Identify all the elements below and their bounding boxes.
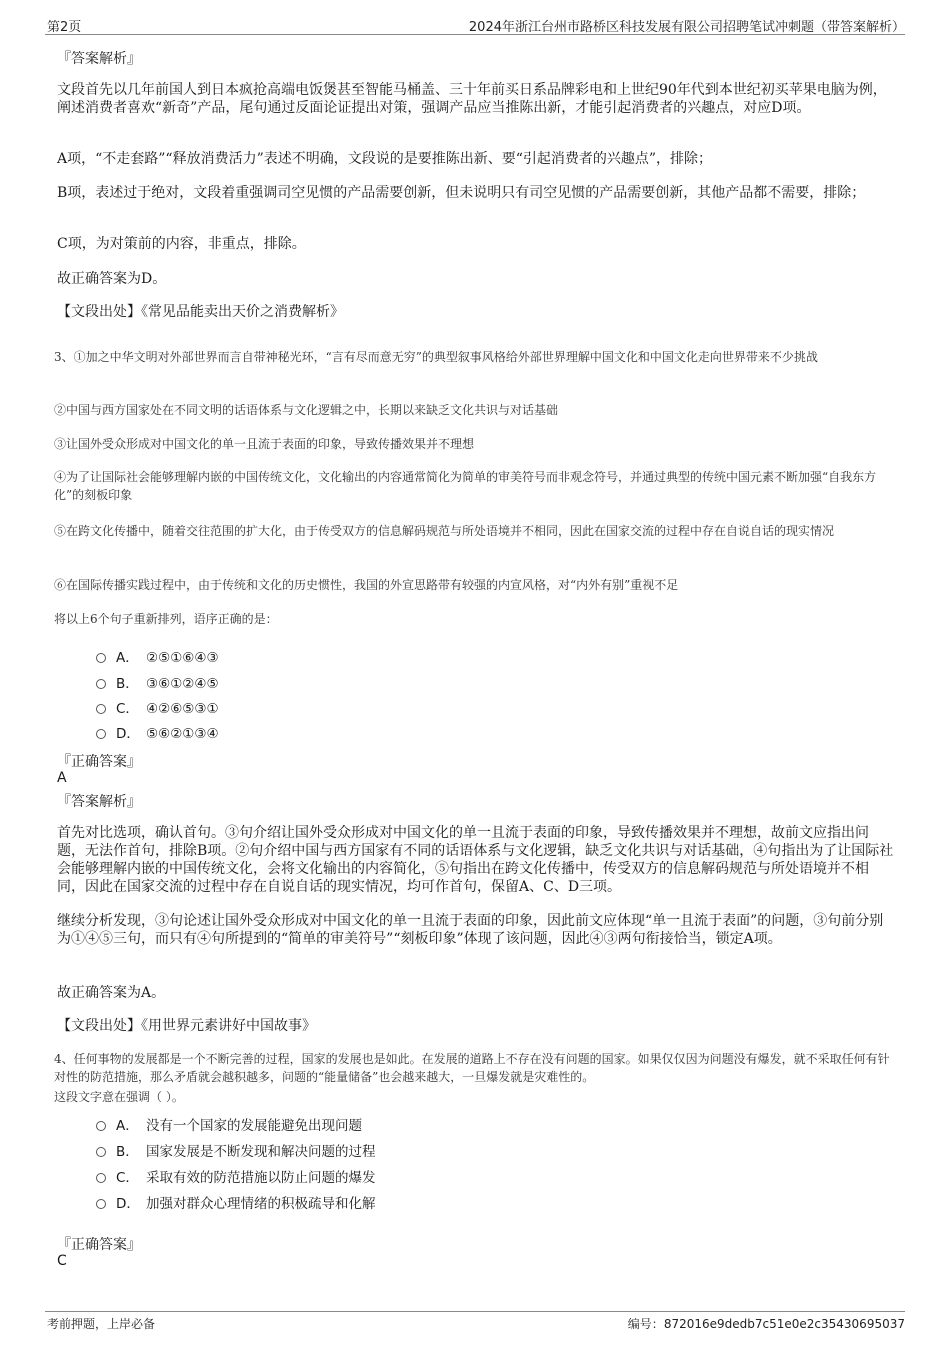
radio-icon[interactable]	[96, 1199, 106, 1209]
analysis-label: 『答案解析』	[57, 51, 141, 67]
radio-icon[interactable]	[96, 704, 106, 714]
question-4-option-a[interactable]: A． 没有一个国家的发展能避免出现问题	[96, 1114, 362, 1134]
question-3-sentence: ⑤在跨文化传播中，随着交往范围的扩大化，由于传受双方的信息解码规范与所处语境并不相同，因此在国家交流的过程中存在自说自话的现实情况	[54, 524, 835, 538]
question-4-option-b[interactable]: B． 国家发展是不断发现和解决问题的过程	[96, 1140, 376, 1160]
radio-icon[interactable]	[96, 653, 106, 663]
radio-icon[interactable]	[96, 1173, 106, 1183]
correct-answer-label: 『正确答案』	[57, 754, 141, 770]
analysis-paragraph: A项，“不走套路”“释放消费活力”表述不明确，文段说的是要推陈出新、要“引起消费者的兴趣点”，排除；	[57, 151, 713, 167]
document-code: 编号：872016e9dedb7c51e0e2c35430695037	[627, 1317, 905, 1331]
radio-icon[interactable]	[96, 679, 106, 689]
correct-answer: A	[57, 770, 67, 786]
radio-icon[interactable]	[96, 729, 106, 739]
document-title: 2024年浙江台州市路桥区科技发展有限公司招聘笔试冲刺题（带答案解析）	[468, 20, 905, 35]
footer-divider	[45, 1311, 905, 1312]
correct-answer: C	[57, 1253, 67, 1269]
question-3-sentence: ②中国与西方国家处在不同文明的话语体系与文化逻辑之中，长期以来缺乏文化共识与对话基础	[54, 403, 559, 417]
question-4-stem: 4、任何事物的发展都是一个不断完善的过程，国家的发展也是如此。在发展的道路上不存在没有问题的国家。如果仅仅因为问题没有爆发，就不采取任何有针对性的防范措施，那么矛盾就会越积越多，问题的“能量储备”也会越来越大，一旦爆发就是灾难性的。	[54, 1052, 890, 1084]
question-4-option-d[interactable]: D． 加强对群众心理情绪的积极疏导和化解	[96, 1192, 376, 1212]
header-divider	[45, 34, 905, 35]
analysis-paragraph: 故正确答案为D。	[57, 271, 167, 287]
question-4-option-c[interactable]: C． 采取有效的防范措施以防止问题的爆发	[96, 1166, 376, 1186]
question-3-sentence: ③让国外受众形成对中国文化的单一且流于表面的印象，导致传播效果并不理想	[54, 437, 475, 451]
question-3-option-c[interactable]: C． ④②⑥⑤③①	[96, 697, 219, 717]
question-3-sentence: ⑥在国际传播实践过程中，由于传统和文化的历史惯性，我国的外宣思路带有较强的内宣风格，对“内外有别”重视不足	[54, 578, 679, 592]
analysis-paragraph: 故正确答案为A。	[57, 985, 166, 1001]
question-4-prompt: 这段文字意在强调（ ）。	[54, 1090, 184, 1104]
question-3-sentence: ④为了让国际社会能够理解内嵌的中国传统文化，文化输出的内容通常简化为简单的审美符号而非观念符号，并通过典型的传统中国元素不断加强“自我东方化”的刻板印象	[54, 470, 877, 502]
correct-answer-label: 『正确答案』	[57, 1237, 141, 1253]
analysis-label: 『答案解析』	[57, 794, 141, 810]
radio-icon[interactable]	[96, 1147, 106, 1157]
analysis-paragraph: B项，表述过于绝对，文段着重强调司空见惯的产品需要创新，但未说明只有司空见惯的产品需要创新，其他产品都不需要，排除；	[57, 185, 866, 201]
page-number: 第2页	[47, 20, 82, 35]
question-3-option-b[interactable]: B． ③⑥①②④⑤	[96, 672, 219, 692]
question-3-option-a[interactable]: A． ②⑤①⑥④③	[96, 646, 219, 666]
analysis-paragraph: 继续分析发现，③句论述让国外受众形成对中国文化的单一且流于表面的印象，因此前文应体现“单一且流于表面”的问题，③句前分别为①④⑤三句，而只有④句所提到的“简单的审美符号”“刻板印象”体现了该问题，因此④③两句衔接恰当，锁定A项。	[57, 913, 884, 947]
footer-slogan: 考前押题，上岸必备	[47, 1317, 156, 1331]
question-3-stem: 3、①加之中华文明对外部世界而言自带神秘光环，“言有尽而意无穷”的典型叙事风格给外部世界理解中国文化和中国文化走向世界带来不少挑战	[54, 350, 818, 364]
analysis-paragraph: 首先对比选项，确认首句。③句介绍让国外受众形成对中国文化的单一且流于表面的印象，导致传播效果并不理想，故前文应指出问题，无法作首句，排除B项。②句介绍中国与西方国家有不同的话语体系与文化逻辑，缺乏文化共识与对话基础，④句指出为了让国际社会能够理解内嵌的中国传统文化，会将文化输出的内容简化，⑤句指出在跨文化传播中，传受双方的信息解码规范与所处语境并不相同，因此在国家交流的过程中存在自说自话的现实情况，均可作首句，保留A、C、D三项。	[57, 825, 894, 895]
analysis-paragraph: 文段首先以几年前国人到日本疯抢高端电饭煲甚至智能马桶盖、三十年前买日系品牌彩电和上世纪90年代到本世纪初买苹果电脑为例，阐述消费者喜欢“新奇”产品，尾句通过反面论证提出对策，强调产品应当推陈出新，才能引起消费者的兴趣点，对应D项。	[57, 82, 887, 116]
source-citation: 【文段出处】《常见品能卖出天价之消费解析》	[57, 304, 344, 320]
source-citation: 【文段出处】《用世界元素讲好中国故事》	[57, 1018, 316, 1034]
question-3-option-d[interactable]: D． ⑤⑥②①③④	[96, 722, 219, 742]
analysis-paragraph: C项，为对策前的内容，非重点，排除。	[57, 236, 306, 252]
radio-icon[interactable]	[96, 1121, 106, 1131]
question-3-prompt: 将以上6个句子重新排列，语序正确的是：	[54, 612, 278, 626]
